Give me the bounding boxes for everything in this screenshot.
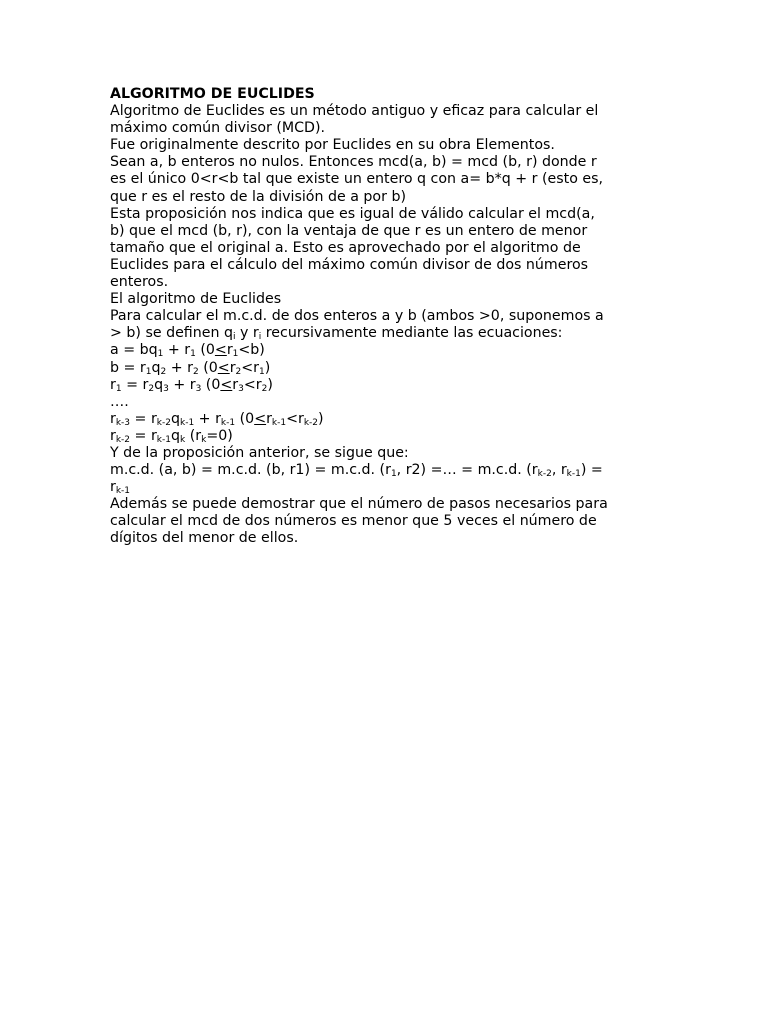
- intro-line-13: Para calcular el m.c.d. de dos enteros a y b (ambos >0, suponemos a: [110, 308, 604, 325]
- document-page: [110, 86, 658, 548]
- intro-line-10: Euclides para el cálculo del máximo común divisor de dos números: [110, 256, 589, 273]
- equation-1: $a = bq_1 + r_1$ $(0<r_1<b)$: [110, 342, 265, 360]
- conclusion-equation: m.c.d. (a, b) = m.c.d. (b, r1) = m.c.d. ($r_1$, r2) =… = m.c.d. ($r_{k-2}$, $r_{k-1}$) =: [110, 462, 603, 480]
- intro-line-12: El algoritmo de Euclides: [110, 291, 282, 308]
- final-line-3: dígitos del menor de ellos.: [110, 530, 299, 547]
- document-title: ALGORITMO DE EUCLIDES: [110, 86, 315, 102]
- intro-line-5: es el único 0<r<b tal que existe un entero q con a= b*q + r (esto es,: [110, 171, 604, 188]
- final-line-2: calcular el mcd de dos números es menor que 5 veces el número de: [110, 513, 597, 530]
- intro-line-9: tamaño que el original a. Esto es aprovechado por el algoritmo de: [110, 239, 581, 256]
- intro-line-1: Algoritmo de Euclides es un método antiguo y eficaz para calcular el: [110, 103, 599, 120]
- intro-line-6: que r es el resto de la división de a por b): [110, 188, 406, 205]
- equation-4: $r_{k-3} = r_{k-2}q_{k-1} + r_{k-1}$ $(0<r_{k-1}<r_{k-2})$: [110, 410, 324, 428]
- conclusion-intro: Y de la proposición anterior, se sigue que:: [110, 444, 409, 461]
- intro-line-11: enteros.: [110, 274, 169, 291]
- equation-5: $r_{k-2} = r_{k-1}q_k$ $(r_k=0)$: [110, 427, 233, 445]
- recursion-line: > b) se definen $q_i$ y $r_i$ recursivamente mediante las ecuaciones:: [110, 325, 563, 343]
- ellipsis-line: ….: [110, 393, 129, 410]
- intro-line-3: Fue originalmente descrito por Euclides en su obra Elementos.: [110, 137, 555, 154]
- intro-line-4: Sean a, b enteros no nulos. Entonces mcd(a, b) = mcd (b, r) donde r: [110, 154, 597, 171]
- equation-2: $b = r_1q_2 + r_2$ $(0<r_2<r_1)$: [110, 359, 271, 377]
- intro-line-2: máximo común divisor (MCD).: [110, 120, 326, 137]
- intro-line-8: b) que el mcd (b, r), con la ventaja de que r es un entero de menor: [110, 222, 588, 239]
- conclusion-equation-cont: $r_{k-1}$: [110, 479, 131, 497]
- equation-3: $r_1 = r_2q_3 + r_3$ $(0<r_3<r_2)$: [110, 376, 273, 394]
- final-line-1: Además se puede demostrar que el número de pasos necesarios para: [110, 496, 608, 513]
- intro-line-7: Esta proposición nos indica que es igual de válido calcular el mcd(a,: [110, 205, 595, 222]
